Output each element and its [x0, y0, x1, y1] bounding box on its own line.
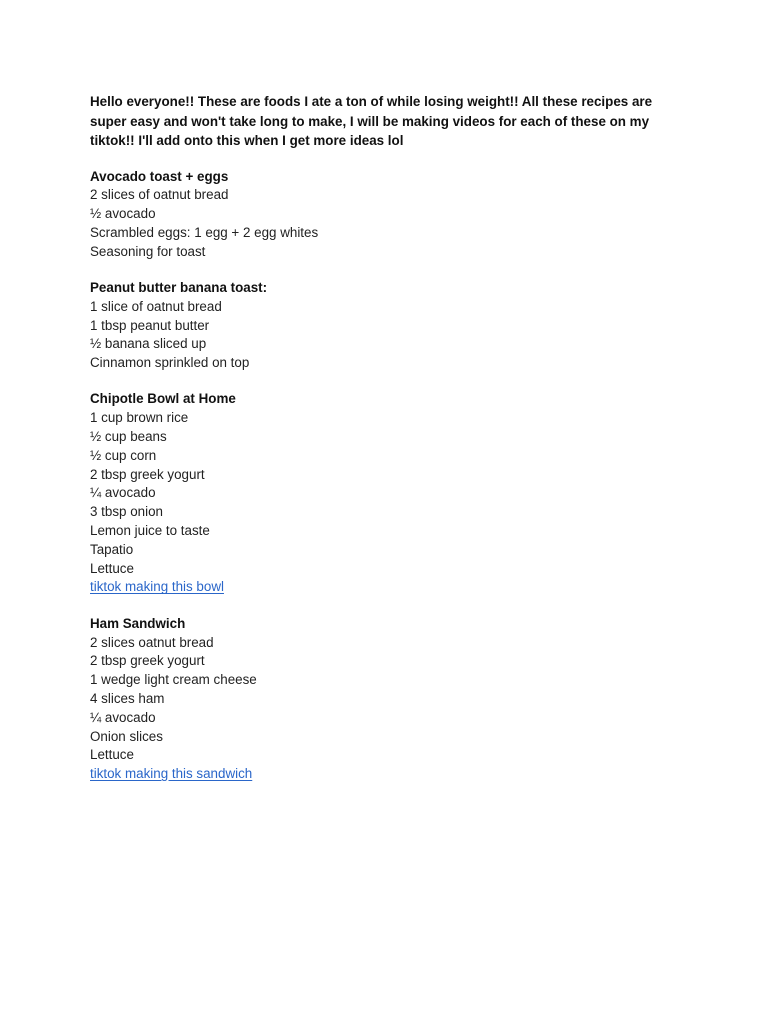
- ingredient-line: 1 wedge light cream cheese: [90, 672, 257, 688]
- recipe-chipotle-bowl: [90, 390, 690, 597]
- ingredient-line: 2 slices of oatnut bread: [90, 187, 229, 203]
- ingredient-line: Cinnamon sprinkled on top: [90, 355, 250, 371]
- ingredient-line: Seasoning for toast: [90, 243, 206, 259]
- ingredient-line: ½ cup corn: [90, 447, 157, 463]
- ingredient-line: 3 tbsp onion: [90, 504, 163, 520]
- intro-paragraph: Hello everyone!! These are foods I ate a ton of while losing weight!! All these recipes are super easy and won't take long to make, I will be making videos for each of these on my tiktok!! I'll add onto this when I get more ideas lol: [90, 94, 653, 148]
- tiktok-bowl-link[interactable]: tiktok making this bowl: [90, 579, 224, 595]
- recipe-title: Peanut butter banana toast:: [90, 279, 268, 295]
- ingredient-line: ½ avocado: [90, 206, 156, 222]
- ingredient-line: Lettuce: [90, 747, 134, 763]
- recipe-peanut-butter-toast: [90, 279, 690, 373]
- ingredient-line: 1 cup brown rice: [90, 410, 189, 426]
- ingredient-line: 2 tbsp greek yogurt: [90, 653, 205, 669]
- ingredient-line: ¼ avocado: [90, 485, 156, 501]
- recipe-title: Chipotle Bowl at Home: [90, 391, 236, 407]
- ingredient-line: Tapatio: [90, 541, 134, 557]
- recipe-title: Avocado toast + eggs: [90, 168, 229, 184]
- recipe-avocado-toast: [90, 168, 690, 262]
- ingredient-line: Scrambled eggs: 1 egg + 2 egg whites: [90, 224, 319, 240]
- ingredient-line: ½ banana sliced up: [90, 336, 207, 352]
- ingredient-line: Lettuce: [90, 560, 134, 576]
- ingredient-line: 1 tbsp peanut butter: [90, 317, 210, 333]
- ingredient-line: Lemon juice to taste: [90, 523, 210, 539]
- ingredient-line: ½ cup beans: [90, 429, 167, 445]
- tiktok-sandwich-link[interactable]: tiktok making this sandwich: [90, 766, 253, 782]
- ingredient-line: 4 slices ham: [90, 690, 165, 706]
- recipe-title: Ham Sandwich: [90, 615, 186, 631]
- ingredient-line: ¼ avocado: [90, 709, 156, 725]
- ingredient-line: 2 slices oatnut bread: [90, 634, 214, 650]
- recipe-ham-sandwich: [90, 615, 690, 784]
- ingredient-line: 1 slice of oatnut bread: [90, 298, 222, 314]
- ingredient-line: 2 tbsp greek yogurt: [90, 466, 205, 482]
- document-page: [90, 92, 690, 801]
- ingredient-line: Onion slices: [90, 728, 163, 744]
